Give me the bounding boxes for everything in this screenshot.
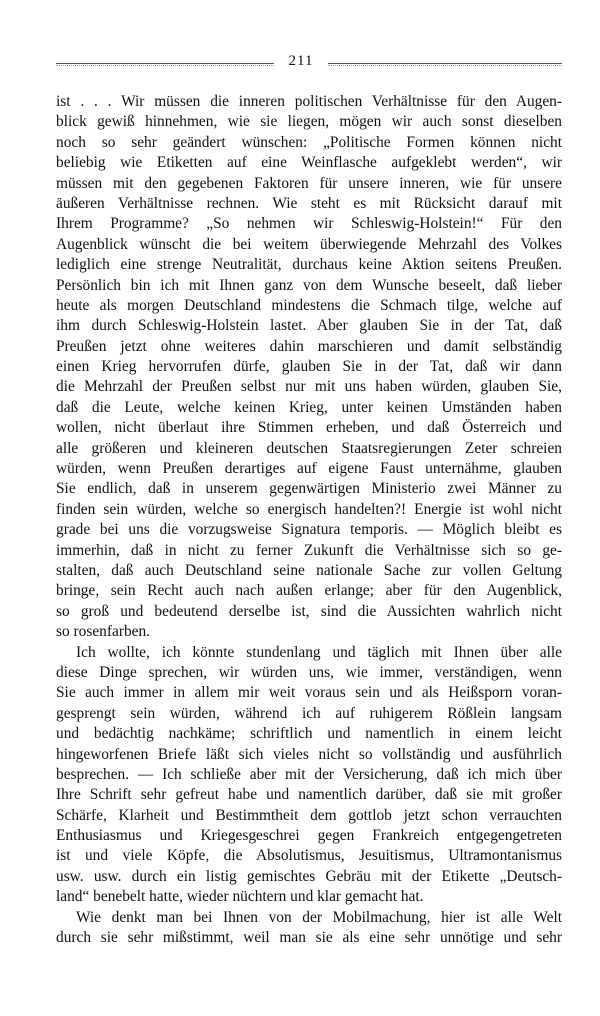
text-line: äußeren Verhältnisse rechnen. Wie steht es mit Rücksicht darauf mit xyxy=(56,194,562,212)
text-line: lediglich eine strenge Neutralität, durchaus keine Aktion seitens Preußen. xyxy=(56,256,562,274)
text-line: Persönlich bin ich mit Ihnen ganz von dem Wunsche beseelt, daß lieber xyxy=(56,276,562,294)
text-line: blick gewiß hinnehmen, wie sie liegen, mögen wir auch sonst dieselben xyxy=(56,113,562,131)
text-line: diese Dinge sprechen, wir würden uns, wie immer, verständigen, wenn xyxy=(56,663,562,681)
text-line: Enthusiasmus und Kriegesgeschrei gegen Frankreich entgegengetreten xyxy=(56,827,562,845)
body-text xyxy=(56,92,562,948)
text-line: beliebig wie Etiketten auf eine Weinflasche aufgeklebt werden“, wir xyxy=(56,154,562,172)
text-line: finden sein würden, welche so energisch handelten?! Energie ist wohl nicht xyxy=(56,500,562,518)
text-line: Schärfe, Klarheit und Bestimmtheit dem gottlob jetzt schon verrauchten xyxy=(56,806,562,824)
text-line: immerhin, daß in nicht zu ferner Zukunft die Verhältnisse sich so ge- xyxy=(56,541,562,559)
text-line: wollen, nicht überlaut ihre Stimmen erheben, und daß Österreich und xyxy=(56,419,562,437)
text-line: Preußen jetzt ohne weiteres dahin marschieren und damit selbständig xyxy=(56,337,562,355)
text-line: Wie denkt man bei Ihnen von der Mobilmachung, hier ist alle Welt xyxy=(76,908,562,926)
text-line: usw. usw. durch ein listig gemischtes Gebräu mit der Etikette „Deutsch- xyxy=(56,867,562,885)
text-line: würden, wenn Preußen derartiges auf eigene Faust unternähme, glauben xyxy=(56,460,562,478)
text-line: ist . . . Wir müssen die inneren politischen Verhältnisse für den Augen- xyxy=(56,93,562,110)
running-header xyxy=(56,52,562,72)
text-line: die Mehrzahl der Preußen selbst nur mit uns haben würden, glauben Sie, xyxy=(56,378,562,396)
text-line: Sie endlich, daß in unserem gegenwärtigen Ministerio zwei Männer zu xyxy=(56,480,562,498)
text-line: alle größeren und kleineren deutschen Staatsregierungen Zeter schreien xyxy=(56,439,562,457)
text-line: grade bei uns die vorzugsweise Signatura temporis. — Möglich bleibt es xyxy=(56,521,562,539)
text-line: Ihrem Programme? „So nehmen wir Schleswig-Holstein!“ Für den xyxy=(56,215,562,233)
header-rule-left xyxy=(56,63,274,66)
text-line: heute als morgen Deutschland mindestens die Schmach tilge, welche auf xyxy=(56,296,562,314)
text-line: müssen mit den gegebenen Faktoren für unsere inneren, wie für unsere xyxy=(56,174,562,192)
text-line: durch sie sehr mißstimmt, weil man sie als eine sehr unnötige und sehr xyxy=(56,929,562,947)
text-line: land“ benebelt hatte, wieder nüchtern und klar gemacht hat. xyxy=(56,888,424,906)
text-line: einen Krieg hervorrufen dürfe, glauben Sie in der Tat, daß wir dann xyxy=(56,358,562,376)
text-line: so rosenfarben. xyxy=(56,623,151,641)
text-line: gesprengt sein würden, während ich auf ruhigerem Rößlein langsam xyxy=(56,704,562,722)
text-line: so groß und bedeutend derselbe ist, sind die Aussichten wahrlich nicht xyxy=(56,602,562,620)
text-line: ist und viele Köpfe, die Absolutismus, Jesuitismus, Ultramontanismus xyxy=(56,847,562,865)
text-line: besprechen. — Ich schließe aber mit der Versicherung, daß ich mich über xyxy=(56,765,562,783)
text-line: Ihre Schrift sehr gefreut habe und namentlich darüber, daß sie mit großer xyxy=(56,786,562,804)
text-line: Ich wollte, ich könnte stundenlang und täglich mit Ihnen über alle xyxy=(76,643,562,661)
text-line: hingeworfenen Briefe läßt sich vieles nicht so vollständig und ausführlich xyxy=(56,745,562,763)
text-line: stalten, daß auch Deutschland seine nationale Sache zur vollen Geltung xyxy=(56,561,562,579)
text-line: bringe, sein Recht auch nach außen erlange; aber für den Augenblick, xyxy=(56,582,562,600)
text-line: und bedächtig nachkäme; schriftlich und namentlich in einem leicht xyxy=(56,725,562,743)
page-number: 211 xyxy=(288,53,314,69)
header-rule-right xyxy=(328,63,562,66)
text-line: Augenblick wünscht die bei weitem überwiegende Mehrzahl des Volkes xyxy=(56,235,562,253)
text-line: noch so sehr geändert wünschen: „Politische Formen können nicht xyxy=(56,133,562,151)
text-line: daß die Leute, welche keinen Krieg, unter keinen Umständen haben xyxy=(56,398,562,416)
text-line: ihm durch Schleswig-Holstein lastet. Aber glauben Sie in der Tat, daß xyxy=(56,317,562,335)
text-line: Sie auch immer in allem mir weit voraus sein und als Heißsporn voran- xyxy=(56,684,562,702)
